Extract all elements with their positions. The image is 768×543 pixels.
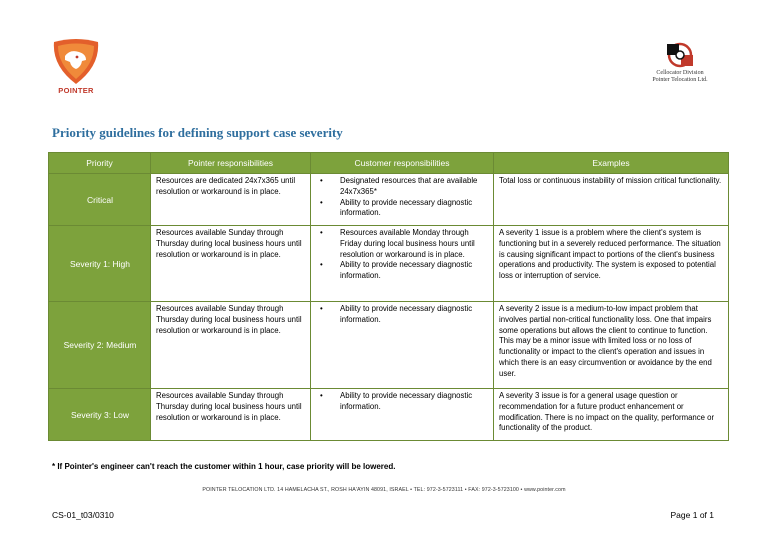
list-item: • Resources available Monday through Friday during local business hours until resolution or workaround is in place.: [316, 228, 489, 260]
pointer-responsibility-cell: Resources are dedicated 24x7x365 until resolution or workaround is in place.: [151, 174, 311, 226]
customer-responsibility-cell: [311, 226, 494, 302]
pointer-logo: [48, 38, 104, 98]
customer-responsibility-cell: [311, 174, 494, 226]
pointer-responsibility-cell: Resources available Sunday through Thursday during local business hours until resolution or workaround is in place.: [151, 226, 311, 302]
list-item: • Ability to provide necessary diagnostic information.: [316, 198, 489, 220]
page-title: Priority guidelines for defining support case severity: [52, 125, 343, 140]
priority-cell: Severity 1: High: [49, 226, 151, 302]
company-address: POINTER TELOCATION LTD. 14 HAMELACHA ST., ROSH HA'AYIN 48091, ISRAEL • TEL: 972-3-5723111 • FAX: 972-3-5723100 • www.pointer.com: [202, 487, 566, 493]
examples-cell: Total loss or continuous instability of mission critical functionality.: [494, 174, 729, 226]
priority-cell: Severity 2: Medium: [49, 302, 151, 389]
table-row: [49, 226, 729, 302]
col-header-examples: Examples: [494, 153, 729, 174]
list-item: • Ability to provide necessary diagnostic information.: [316, 304, 489, 326]
table-row: [49, 302, 729, 389]
table-header-row: [49, 153, 729, 174]
cellocator-logo: [630, 42, 730, 94]
list-item: • Ability to provide necessary diagnostic information.: [316, 260, 489, 282]
cellocator-mark-icon: [630, 42, 730, 70]
footnote: * If Pointer's engineer can't reach the customer within 1 hour, case priority will be lowered.: [52, 462, 396, 471]
list-item: • Ability to provide necessary diagnostic information.: [316, 391, 489, 413]
pointer-responsibility-cell: Resources available Sunday through Thursday during local business hours until resolution or workaround is in place.: [151, 389, 311, 441]
severity-table: [48, 152, 729, 441]
col-header-priority: Priority: [49, 153, 151, 174]
pointer-logo-text: POINTER: [58, 86, 94, 95]
document-id: CS-01_t03/0310: [52, 510, 114, 520]
page-number: Page 1 of 1: [670, 510, 714, 520]
table-row: [49, 389, 729, 441]
priority-cell: Critical: [49, 174, 151, 226]
col-header-pointer: Pointer responsibilities: [151, 153, 311, 174]
examples-cell: A severity 1 issue is a problem where the client's system is functioning but in a severely reduced performance. The situation is causing significant impact to portions of the client's business operations and productivity. The system is exposed to potential loss or interruption of service.: [494, 226, 729, 302]
examples-cell: A severity 2 issue is a medium-to-low impact problem that involves partial non-critical functionality loss. One that impairs some operations but allows the client to continue to function. This may be a minor issue with limited loss or no loss of functionality or impact to the client's operation and issues in which there is an easy circumvention or avoidance by the end user.: [494, 302, 729, 389]
table-row: [49, 174, 729, 226]
pointer-responsibility-cell: Resources available Sunday through Thursday during local business hours until resolution or workaround is in place.: [151, 302, 311, 389]
pointer-dog-shield-icon: [48, 38, 104, 86]
priority-cell: Severity 3: Low: [49, 389, 151, 441]
customer-responsibility-cell: [311, 302, 494, 389]
col-header-customer: Customer responsibilities: [311, 153, 494, 174]
list-item: • Designated resources that are available 24x7x365*: [316, 176, 489, 198]
customer-responsibility-cell: [311, 389, 494, 441]
pointer-telocation-text: Pointer Telocation Ltd.: [652, 77, 708, 83]
examples-cell: A severity 3 issue is for a general usage question or recommendation for a future product enhancement or modification. There is no impact on the quality, performance or functionality of the product.: [494, 389, 729, 441]
cellocator-division-text: Cellocator Division: [656, 70, 704, 76]
cellocator-caption: [630, 70, 730, 84]
